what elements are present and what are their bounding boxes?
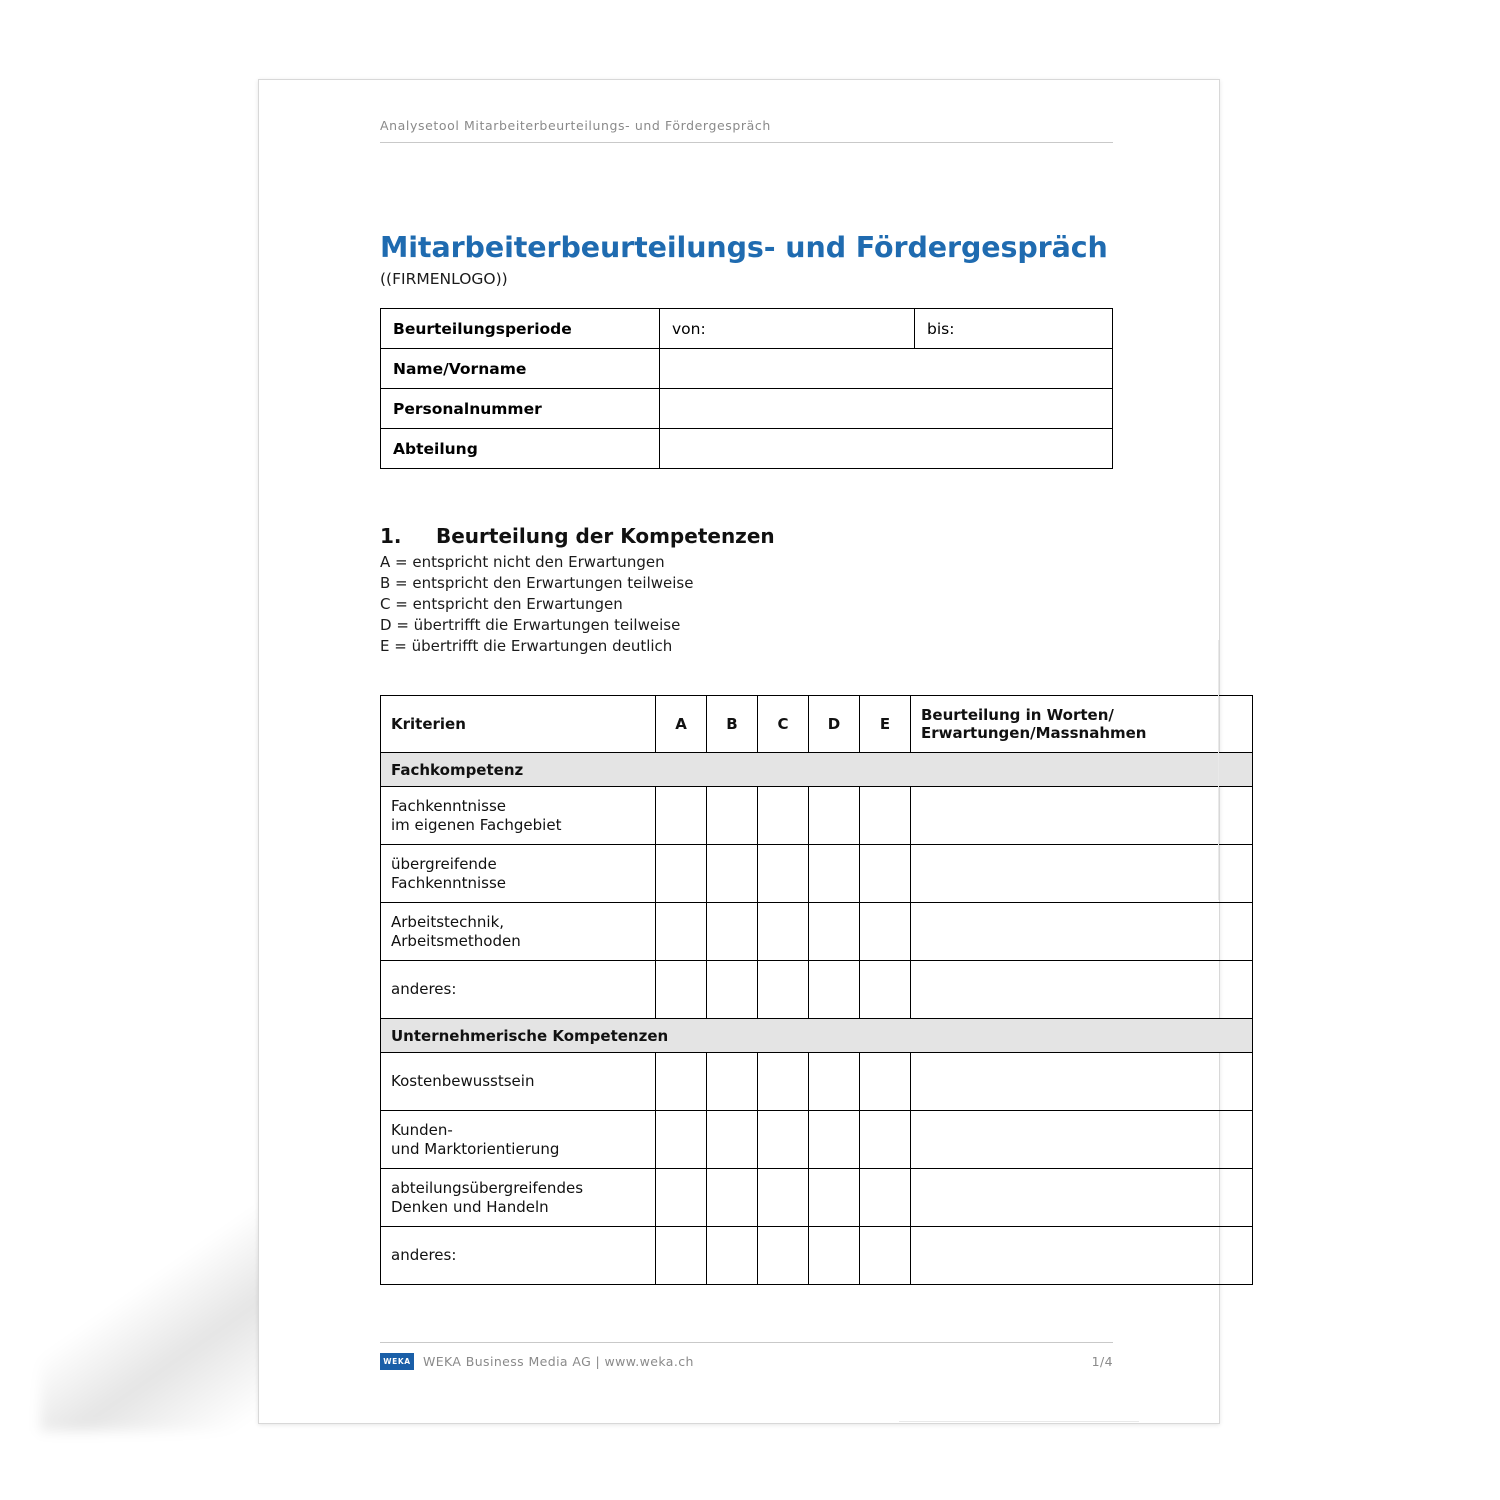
- grade-cell-e[interactable]: [860, 1227, 911, 1285]
- criterion-line2: und Marktorientierung: [391, 1139, 560, 1158]
- page-footer: [380, 1342, 1113, 1370]
- grade-cell-d[interactable]: [809, 1111, 860, 1169]
- legend-line-c: C = entspricht den Erwartungen: [380, 595, 623, 613]
- grade-cell-e[interactable]: [860, 903, 911, 961]
- info-field-department[interactable]: [660, 429, 1113, 469]
- criterion-label: [381, 1053, 656, 1111]
- grade-cell-b[interactable]: [707, 845, 758, 903]
- footer-left: [380, 1353, 694, 1370]
- table-row: [381, 845, 1253, 903]
- grade-cell-c[interactable]: [758, 1227, 809, 1285]
- grade-cell-b[interactable]: [707, 961, 758, 1019]
- header-grade-e: E: [860, 696, 911, 753]
- criterion-line2: Arbeitsmethoden: [391, 931, 521, 950]
- group-row-fachkompetenz: [381, 753, 1253, 787]
- criterion-line1: übergreifende: [391, 854, 497, 873]
- grade-cell-d[interactable]: [809, 1169, 860, 1227]
- group-row-unternehmerische-kompetenzen: [381, 1019, 1253, 1053]
- legend-line-a: A = entspricht nicht den Erwartungen: [380, 553, 665, 571]
- criterion-label: [381, 787, 656, 845]
- company-logo-placeholder: ((FIRMENLOGO)): [380, 270, 508, 288]
- info-label-personnel-number: Personalnummer: [381, 389, 660, 429]
- grade-cell-a[interactable]: [656, 1053, 707, 1111]
- grade-cell-e[interactable]: [860, 845, 911, 903]
- table-row: [381, 903, 1253, 961]
- grade-cell-e[interactable]: [860, 1111, 911, 1169]
- criterion-line1: anderes:: [391, 1246, 457, 1264]
- header-grade-d: D: [809, 696, 860, 753]
- info-field-name[interactable]: [660, 349, 1113, 389]
- grade-cell-d[interactable]: [809, 1227, 860, 1285]
- notes-cell[interactable]: [911, 845, 1253, 903]
- info-field-personnel-number[interactable]: [660, 389, 1113, 429]
- table-row: [381, 349, 1113, 389]
- section-number: 1.: [380, 523, 402, 548]
- criterion-line1: anderes:: [391, 980, 457, 998]
- criterion-label: [381, 903, 656, 961]
- competency-assessment-table: [380, 695, 1253, 1285]
- criterion-label: [381, 961, 656, 1019]
- grade-cell-e[interactable]: [860, 961, 911, 1019]
- criterion-line1: Kunden-: [391, 1120, 453, 1139]
- info-field-von[interactable]: von:: [660, 309, 915, 349]
- table-row: [381, 389, 1113, 429]
- header-notes-line2: Erwartungen/Massnahmen: [921, 724, 1147, 742]
- legend-line-b: B = entspricht den Erwartungen teilweise: [380, 574, 694, 592]
- info-field-bis[interactable]: bis:: [915, 309, 1113, 349]
- grade-cell-d[interactable]: [809, 961, 860, 1019]
- grade-cell-a[interactable]: [656, 1169, 707, 1227]
- info-label-department: Abteilung: [381, 429, 660, 469]
- notes-cell[interactable]: [911, 961, 1253, 1019]
- grade-cell-b[interactable]: [707, 1111, 758, 1169]
- grade-cell-d[interactable]: [809, 1053, 860, 1111]
- table-row: [381, 429, 1113, 469]
- page-fold-mark-bottom: [899, 1421, 1139, 1422]
- running-head: Analysetool Mitarbeiterbeurteilungs- und Fördergespräch: [380, 118, 1113, 143]
- table-row: [381, 1169, 1253, 1227]
- grade-cell-c[interactable]: [758, 845, 809, 903]
- grade-cell-b[interactable]: [707, 903, 758, 961]
- employee-info-table: [380, 308, 1113, 469]
- criterion-line2: im eigenen Fachgebiet: [391, 815, 562, 834]
- table-row: [381, 1111, 1253, 1169]
- grade-cell-e[interactable]: [860, 1053, 911, 1111]
- table-row: [381, 309, 1113, 349]
- table-row: [381, 787, 1253, 845]
- grade-cell-d[interactable]: [809, 903, 860, 961]
- legend-line-e: E = übertrifft die Erwartungen deutlich: [380, 637, 673, 655]
- group-title: Fachkompetenz: [381, 753, 1253, 787]
- group-title: Unternehmerische Kompetenzen: [381, 1019, 1253, 1053]
- grade-cell-b[interactable]: [707, 1227, 758, 1285]
- criterion-line1: Arbeitstechnik,: [391, 912, 505, 931]
- criterion-line1: Kostenbewusstsein: [391, 1072, 535, 1090]
- grade-cell-c[interactable]: [758, 961, 809, 1019]
- page-title: Mitarbeiterbeurteilungs- und Fördergespräch: [380, 231, 1108, 265]
- document-sheet-wrapper: [258, 79, 1220, 1424]
- grade-cell-b[interactable]: [707, 787, 758, 845]
- footer-publisher-text: WEKA Business Media AG | www.weka.ch: [423, 1354, 694, 1369]
- table-header-row: [381, 696, 1253, 753]
- grade-cell-d[interactable]: [809, 787, 860, 845]
- criterion-label: [381, 1111, 656, 1169]
- header-notes-line1: Beurteilung in Worten/: [921, 706, 1114, 724]
- weka-logo-icon: WEKA: [380, 1353, 414, 1370]
- grade-cell-b[interactable]: [707, 1053, 758, 1111]
- grade-cell-d[interactable]: [809, 845, 860, 903]
- notes-cell[interactable]: [911, 1053, 1253, 1111]
- grade-cell-a[interactable]: [656, 903, 707, 961]
- notes-cell[interactable]: [911, 1227, 1253, 1285]
- legend-line-d: D = übertrifft die Erwartungen teilweise: [380, 616, 681, 634]
- grade-cell-c[interactable]: [758, 787, 809, 845]
- section-heading: [380, 524, 1113, 548]
- criterion-line2: Denken und Handeln: [391, 1197, 549, 1216]
- table-row: [381, 961, 1253, 1019]
- info-label-period: Beurteilungsperiode: [381, 309, 660, 349]
- grade-cell-e[interactable]: [860, 787, 911, 845]
- grade-cell-a[interactable]: [656, 1227, 707, 1285]
- grading-legend: [380, 552, 1113, 657]
- notes-cell[interactable]: [911, 1169, 1253, 1227]
- header-criteria: Kriterien: [381, 696, 656, 753]
- document-page: [258, 79, 1220, 1424]
- grade-cell-c[interactable]: [758, 1053, 809, 1111]
- grade-cell-a[interactable]: [656, 787, 707, 845]
- info-label-name: Name/Vorname: [381, 349, 660, 389]
- notes-cell[interactable]: [911, 1111, 1253, 1169]
- grade-cell-c[interactable]: [758, 1169, 809, 1227]
- notes-cell[interactable]: [911, 787, 1253, 845]
- grade-cell-c[interactable]: [758, 903, 809, 961]
- notes-cell[interactable]: [911, 903, 1253, 961]
- header-grade-a: A: [656, 696, 707, 753]
- grade-cell-a[interactable]: [656, 961, 707, 1019]
- header-grade-b: B: [707, 696, 758, 753]
- criterion-line2: Fachkenntnisse: [391, 873, 507, 892]
- grade-cell-b[interactable]: [707, 1169, 758, 1227]
- grade-cell-a[interactable]: [656, 845, 707, 903]
- criterion-label: [381, 1169, 656, 1227]
- grade-cell-e[interactable]: [860, 1169, 911, 1227]
- table-row: [381, 1053, 1253, 1111]
- page-number: 1/4: [1091, 1354, 1113, 1369]
- section-title: Beurteilung der Kompetenzen: [436, 523, 775, 548]
- table-row: [381, 1227, 1253, 1285]
- grade-cell-a[interactable]: [656, 1111, 707, 1169]
- header-notes: [911, 696, 1253, 753]
- criterion-label: [381, 1227, 656, 1285]
- page-fold-mark-right: [1218, 640, 1219, 900]
- criterion-line1: abteilungsübergreifendes: [391, 1178, 584, 1197]
- header-grade-c: C: [758, 696, 809, 753]
- grade-cell-c[interactable]: [758, 1111, 809, 1169]
- criterion-line1: Fachkenntnisse: [391, 796, 507, 815]
- criterion-label: [381, 845, 656, 903]
